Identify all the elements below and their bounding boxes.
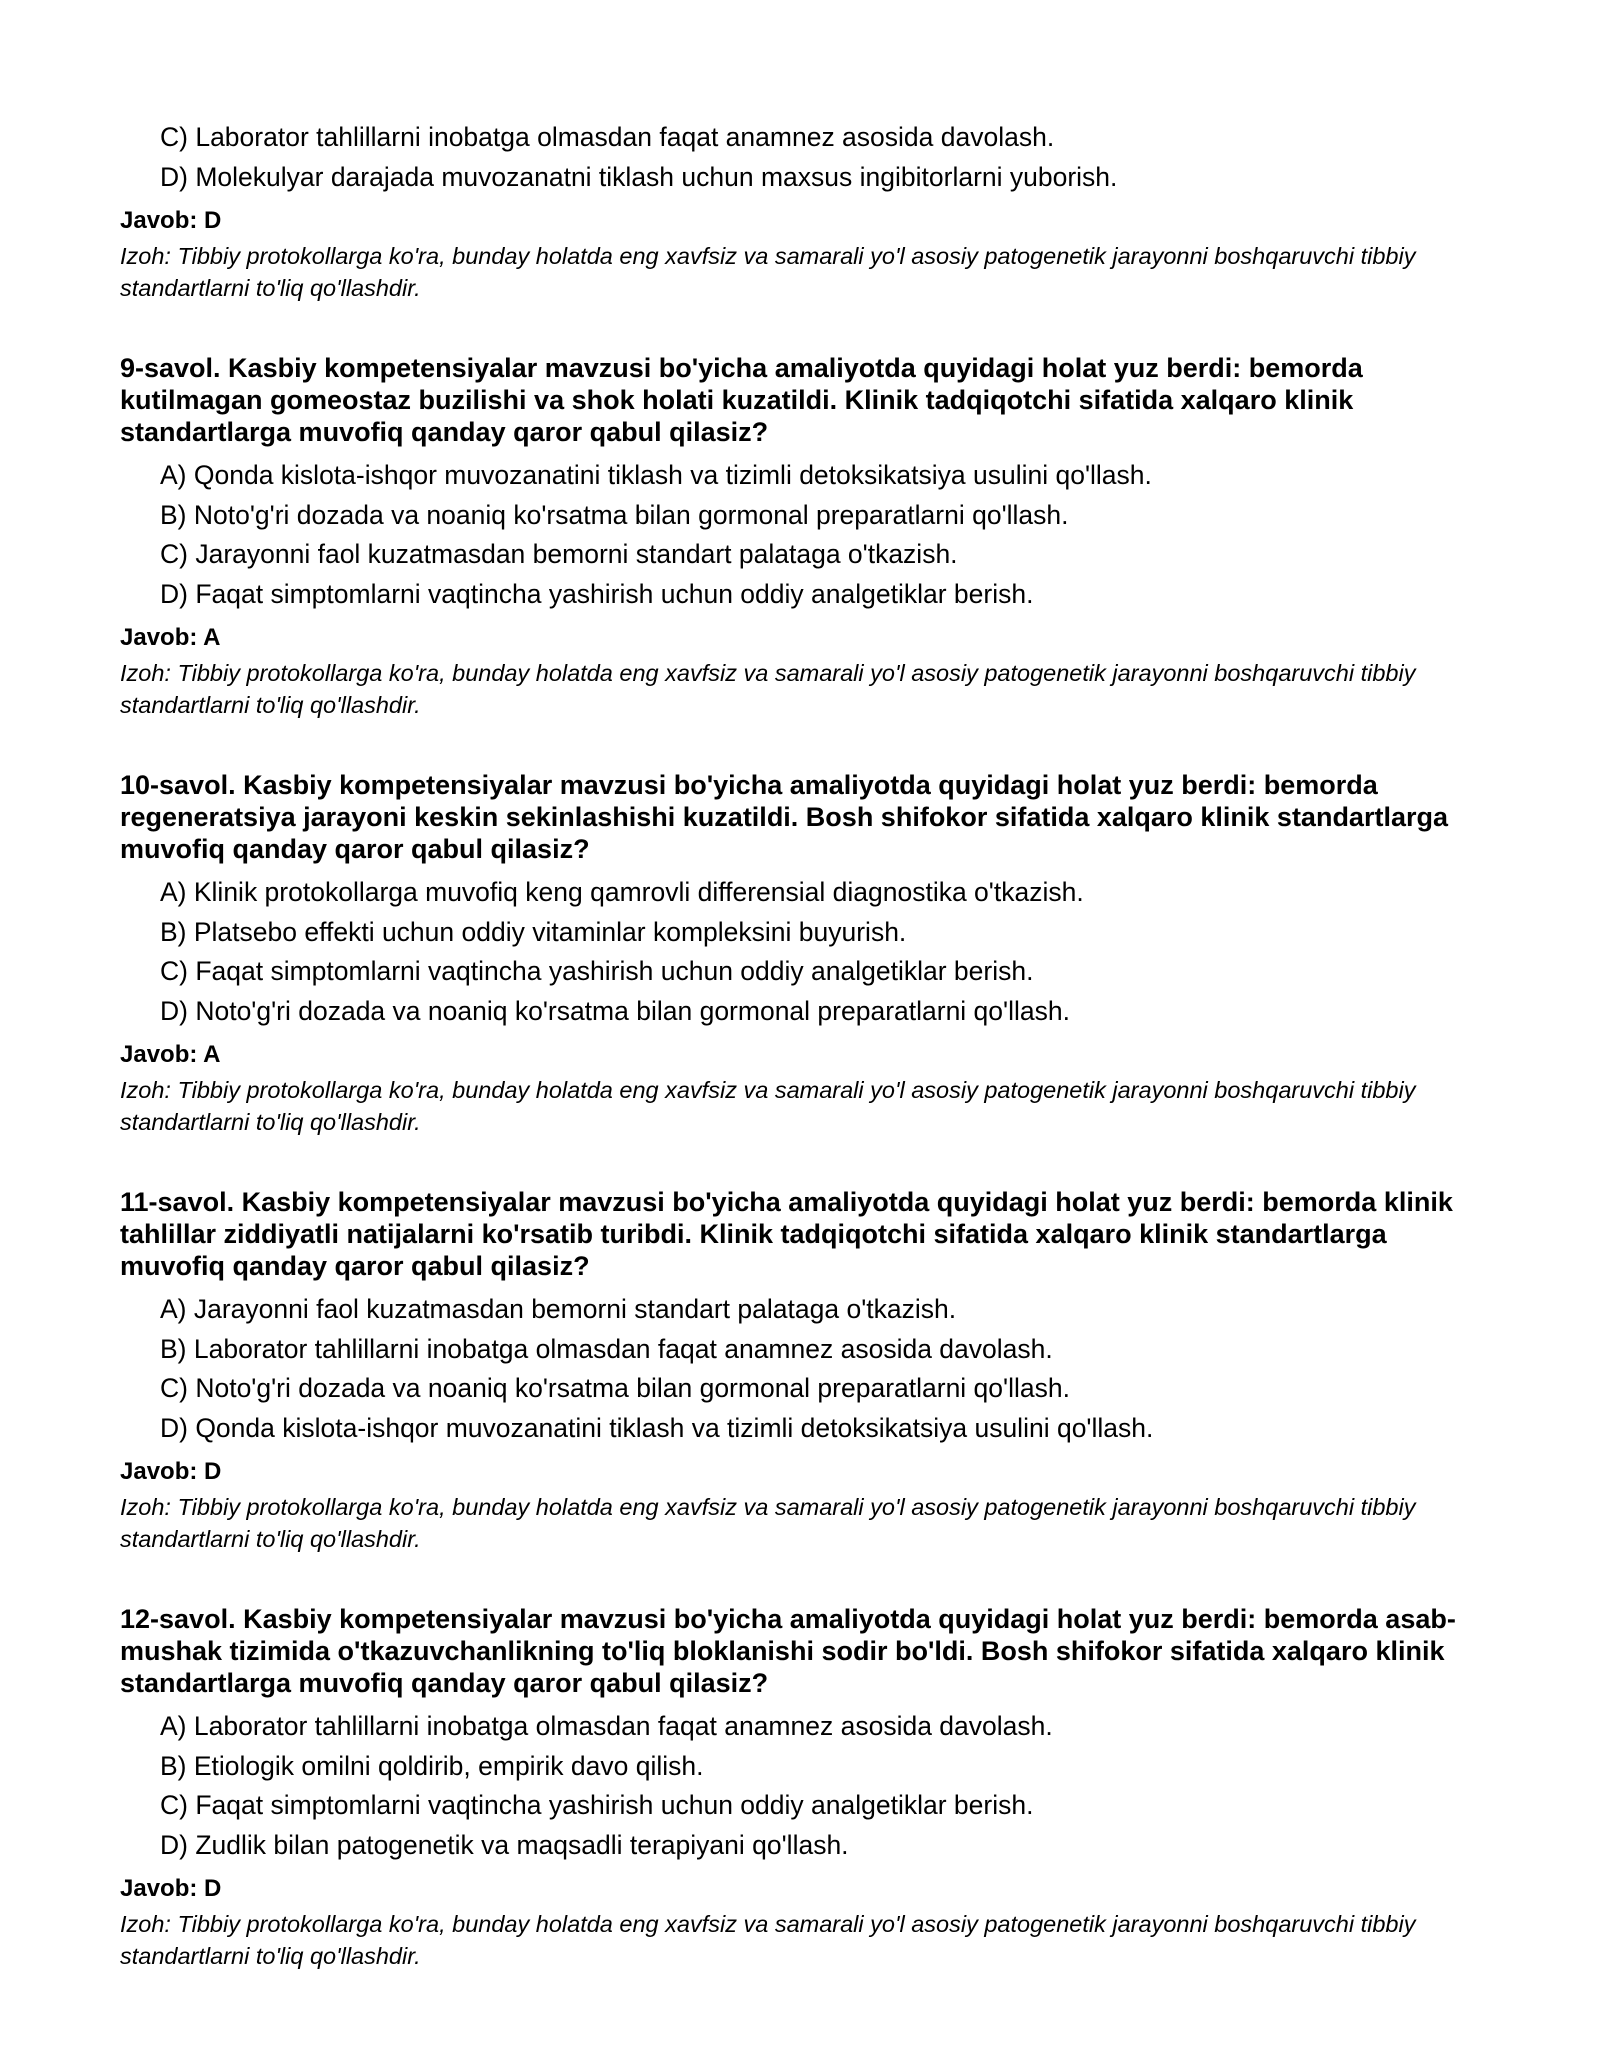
option-a: A) Qonda kislota-ishqor muvozanatini tiklash va tizimli detoksikatsiya usulini qo'llash. [160, 460, 1152, 490]
answer-label: Javob: A [120, 624, 221, 651]
question-10 [120, 769, 1490, 1138]
answer-label: Javob: D [120, 1458, 222, 1485]
option-d: D) Noto'g'ri dozada va noaniq ko'rsatma bilan gormonal preparatlarni qo'llash. [160, 995, 1070, 1026]
question-text: 12-savol. Kasbiy kompetensiyalar mavzusi bo'yicha amaliyotda quyidagi holat yuz berdi: bemorda asab-mushak tizimida o'tkazuvchanlikning to'liq bloklanishi sodir bo'ldi. Bosh shifokor sifatida xalqaro klinik standartlarga muvofiq qanday qaror qabul qilasiz? [120, 1604, 1456, 1698]
option-d: D) Qonda kislota-ishqor muvozanatini tiklash va tizimli detoksikatsiya usulini qo'llash. [160, 1412, 1154, 1443]
answer-label: Javob: D [120, 207, 222, 234]
option-b: B) Platsebo effekti uchun oddiy vitaminlar kompleksini buyurish. [160, 916, 907, 947]
option-b: B) Noto'g'ri dozada va noaniq ko'rsatma bilan gormonal preparatlarni qo'llash. [160, 499, 1069, 530]
document-page [120, 118, 1490, 1972]
option-a: A) Laborator tahlillarni inobatga olmasdan faqat anamnez asosida davolash. [160, 1711, 1053, 1741]
option-d: D) Molekulyar darajada muvozanatni tiklash uchun maxsus ingibitorlarni yuborish. [160, 161, 1118, 192]
option-c: C) Laborator tahlillarni inobatga olmasdan faqat anamnez asosida davolash. [160, 122, 1055, 152]
answer-label: Javob: A [120, 1041, 221, 1068]
question-9 [120, 352, 1490, 721]
explanation-note: Izoh: Tibbiy protokollarga ko'ra, bunday holatda eng xavfsiz va samarali yo'l asosiy patogenetik jarayonni boshqaruvchi tibbiy standartlarni to'liq qo'llashdir. [120, 660, 1416, 718]
question-8-continuation [120, 118, 1490, 304]
option-c: C) Faqat simptomlarni vaqtincha yashirish uchun oddiy analgetiklar berish. [160, 1790, 1034, 1820]
question-text: 11-savol. Kasbiy kompetensiyalar mavzusi bo'yicha amaliyotda quyidagi holat yuz berdi: bemorda klinik tahlillar ziddiyatli natijalarni ko'rsatib turibdi. Klinik tadqiqotchi sifatida xalqaro klinik standartlarga muvofiq qanday qaror qabul qilasiz? [120, 1187, 1453, 1281]
explanation-note: Izoh: Tibbiy protokollarga ko'ra, bunday holatda eng xavfsiz va samarali yo'l asosiy patogenetik jarayonni boshqaruvchi tibbiy standartlarni to'liq qo'llashdir. [120, 243, 1416, 301]
option-d: D) Zudlik bilan patogenetik va maqsadli terapiyani qo'llash. [160, 1829, 849, 1860]
explanation-note: Izoh: Tibbiy protokollarga ko'ra, bunday holatda eng xavfsiz va samarali yo'l asosiy patogenetik jarayonni boshqaruvchi tibbiy standartlarni to'liq qo'llashdir. [120, 1911, 1416, 1969]
option-c: C) Jarayonni faol kuzatmasdan bemorni standart palataga o'tkazish. [160, 539, 958, 569]
question-11 [120, 1186, 1490, 1555]
answer-label: Javob: D [120, 1875, 222, 1902]
explanation-note: Izoh: Tibbiy protokollarga ko'ra, bunday holatda eng xavfsiz va samarali yo'l asosiy patogenetik jarayonni boshqaruvchi tibbiy standartlarni to'liq qo'llashdir. [120, 1494, 1416, 1552]
question-text: 9-savol. Kasbiy kompetensiyalar mavzusi bo'yicha amaliyotda quyidagi holat yuz berdi: bemorda kutilmagan gomeostaz buzilishi va shok holati kuzatildi. Klinik tadqiqotchi sifatida xalqaro klinik standartlarga muvofiq qanday qaror qabul qilasiz? [120, 353, 1363, 447]
option-d: D) Faqat simptomlarni vaqtincha yashirish uchun oddiy analgetiklar berish. [160, 578, 1034, 609]
question-text: 10-savol. Kasbiy kompetensiyalar mavzusi bo'yicha amaliyotda quyidagi holat yuz berdi: bemorda regeneratsiya jarayoni keskin sekinlashishi kuzatildi. Bosh shifokor sifatida xalqaro klinik standartlarga muvofiq qanday qaror qabul qilasiz? [120, 770, 1448, 864]
explanation-note: Izoh: Tibbiy protokollarga ko'ra, bunday holatda eng xavfsiz va samarali yo'l asosiy patogenetik jarayonni boshqaruvchi tibbiy standartlarni to'liq qo'llashdir. [120, 1077, 1416, 1135]
option-b: B) Etiologik omilni qoldirib, empirik davo qilish. [160, 1750, 704, 1781]
option-a: A) Klinik protokollarga muvofiq keng qamrovli differensial diagnostika o'tkazish. [160, 877, 1084, 907]
option-c: C) Faqat simptomlarni vaqtincha yashirish uchun oddiy analgetiklar berish. [160, 956, 1034, 986]
question-12 [120, 1603, 1490, 1972]
option-a: A) Jarayonni faol kuzatmasdan bemorni standart palataga o'tkazish. [160, 1294, 957, 1324]
option-b: B) Laborator tahlillarni inobatga olmasdan faqat anamnez asosida davolash. [160, 1333, 1053, 1364]
option-c: C) Noto'g'ri dozada va noaniq ko'rsatma bilan gormonal preparatlarni qo'llash. [160, 1373, 1070, 1403]
